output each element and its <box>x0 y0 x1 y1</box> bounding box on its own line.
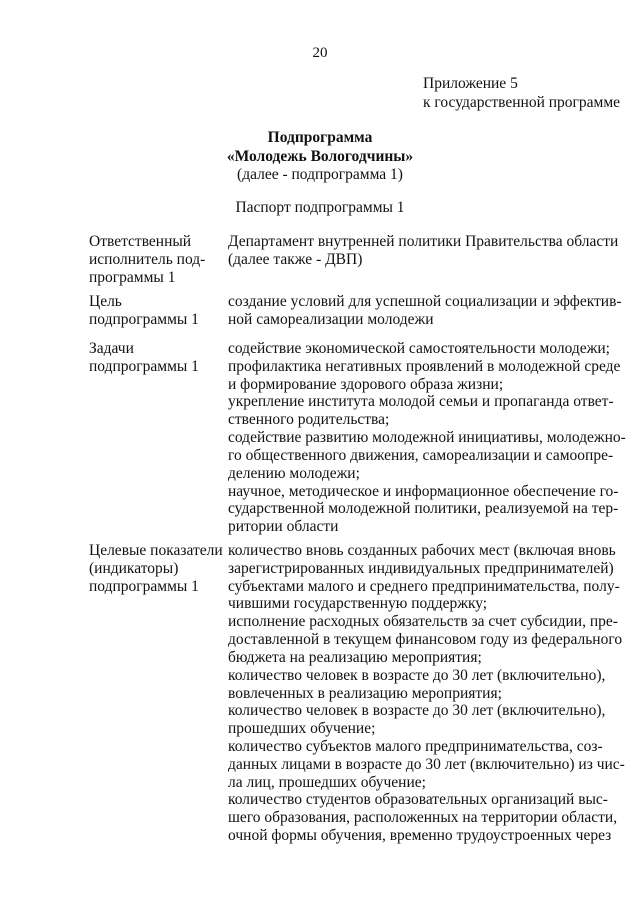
label-line: (индикаторы) <box>89 559 179 577</box>
value-line: (далее также - ДВП) <box>228 250 363 268</box>
value-line: очной формы обучения, временно трудоустроенных через <box>228 827 612 844</box>
value-line: зарегистрированных индивидуальных предпринимателей) <box>228 559 614 577</box>
value-line: ла лиц, прошедших обучение; <box>228 773 426 791</box>
label-line: исполнитель под- <box>89 250 206 268</box>
appendix-line-1: Приложение 5 <box>423 75 518 92</box>
value-line: данных лицами в возрасте до 30 лет (включительно) из чис- <box>228 755 625 773</box>
appendix-reference <box>423 75 638 113</box>
value-line: содействие развитию молодежной инициативы, молодежно- <box>228 429 626 447</box>
label-line: Цель <box>89 293 122 310</box>
row-label <box>89 293 224 329</box>
value-line: количество субъектов малого предпринимательства, соз- <box>228 737 603 755</box>
value-line: го общественного движения, самореализации и самоопре- <box>228 446 614 464</box>
value-line: укрепление института молодой семьи и пропаганда ответ- <box>228 393 614 411</box>
value-line: шего образования, расположенных на территории области, <box>228 809 618 827</box>
value-line: делению молодежи; <box>228 464 360 482</box>
row-label <box>89 233 224 286</box>
label-line: подпрограммы 1 <box>89 310 199 328</box>
value-line: субъектами малого и среднего предпринимательства, полу- <box>228 577 620 595</box>
value-line: исполнение расходных обязательств за счет субсидии, пре- <box>228 613 618 631</box>
value-line: ной самореализации молодежи <box>228 310 434 328</box>
value-line: количество студентов образовательных организаций выс- <box>228 791 608 809</box>
value-line: ственного родительства; <box>228 411 390 429</box>
value-line: и формирование здорового образа жизни; <box>228 375 504 393</box>
value-line: прошедших обучение; <box>228 720 376 738</box>
label-line: Задачи <box>89 340 134 357</box>
row-value <box>228 340 626 536</box>
value-line: вовлеченных в реализацию мероприятия; <box>228 684 502 702</box>
title-line-2: «Молодежь Вологодчины» <box>226 147 414 165</box>
passport-title: Паспорт подпрограммы 1 <box>235 199 405 216</box>
row-value <box>228 233 619 269</box>
value-line: бюджета на реализацию мероприятия; <box>228 648 482 666</box>
value-line: Департамент внутренней политики Правительства области <box>228 233 619 250</box>
label-line: подпрограммы 1 <box>89 577 199 595</box>
label-line: подпрограммы 1 <box>89 357 199 375</box>
value-line: научное, методическое и информационное обеспечение го- <box>228 482 619 500</box>
value-line: количество человек в возрасте до 30 лет (включительно), <box>228 666 606 684</box>
value-line: профилактика негативных проявлений в молодежной среде <box>228 357 621 375</box>
row-label <box>89 340 224 376</box>
value-line: количество вновь созданных рабочих мест (включая вновь <box>228 542 616 559</box>
label-line: Целевые показатели <box>89 542 223 559</box>
value-line: чившими государственную поддержку; <box>228 595 488 613</box>
label-line: Ответственный <box>89 233 192 250</box>
value-line: содействие экономической самостоятельности молодежи; <box>228 340 610 357</box>
value-line: сударственной молодежной политики, реализуемой на тер- <box>228 500 619 518</box>
title-line-1: Подпрограмма <box>267 129 373 146</box>
row-value <box>228 293 622 329</box>
subprogram-title <box>0 129 640 185</box>
value-line: доставленной в текущем финансовом году из федерального <box>228 631 623 649</box>
title-line-3: (далее - подпрограмма 1) <box>237 166 403 184</box>
label-line: программы 1 <box>89 268 176 286</box>
appendix-line-2: к государственной программе <box>423 93 621 111</box>
row-value <box>228 542 625 845</box>
value-line: количество человек в возрасте до 30 лет (включительно), <box>228 702 606 720</box>
page-number: 20 <box>312 45 328 61</box>
value-line: ритории области <box>228 518 339 536</box>
row-label <box>89 542 224 595</box>
value-line: создание условий для успешной социализации и эффектив- <box>228 293 622 310</box>
